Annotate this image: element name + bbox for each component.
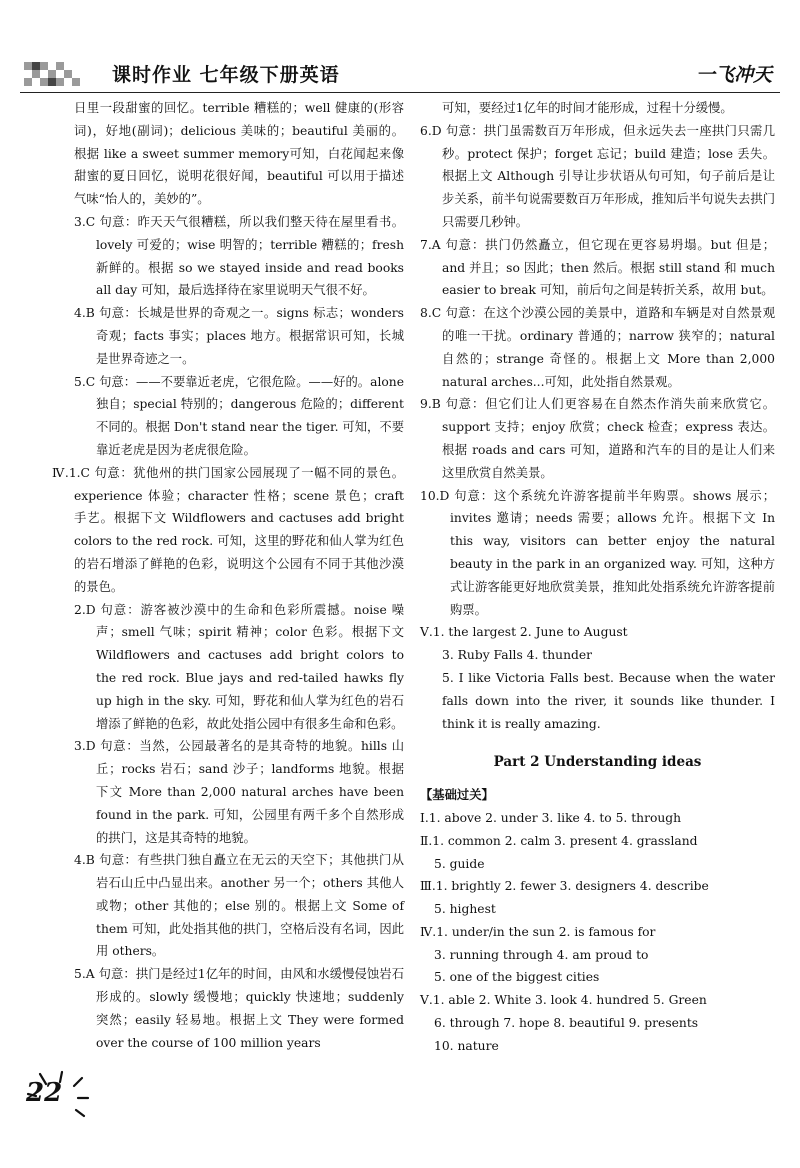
- exercise-i-1: Ⅰ.1. above 2. under 3. like 4. to 5. through: [420, 810, 682, 825]
- answer-v-line1: Ⅴ.1. the largest 2. June to August: [420, 625, 628, 640]
- answer-iv-5-continued: 可知，要经过1亿年的时间才能形成，过程十分缓慢。: [442, 101, 733, 115]
- answer-iv-2: 2.D 句意：游客被沙漠中的生命和色彩所震撼。noise 噪声；smell 气味；spirit 精神；color 色彩。根据下文 Wildflowers and cactuses add bright colors to the red rock. Blue jays and red-tailed hawks fly up high in the sky. 可知，野花和仙人掌为红色的岩石增添了鲜艳的色彩，故此处指公园中有很多生命和色彩。: [74, 602, 404, 731]
- exercise-iii-2: 5. highest: [434, 902, 496, 917]
- answer-iv-1: Ⅳ.1.C 句意：犹他州的拱门国家公园展现了一幅不同的景色。experience 体验；character 性格；scene 景色；craft 手艺。根据下文 Wildflowers and cactuses add bright colors to the red rock. 可知，这里的野花和仙人掌为红色的岩石增添了鲜艳的色彩，说明这个公园有不同于其他沙漠的景色。: [52, 465, 404, 594]
- answer-iv-4: 4.B 句意：有些拱门独自矗立在无云的天空下；其他拱门从岩石山丘中凸显出来。another 另一个；others 其他人或物；other 其他的；else 别的。根据上文 Some of them 可知，此处指其他的拱门，空格后没有名词，因此用 others。: [74, 853, 404, 959]
- answer-continued: 日里一段甜蜜的回忆。terrible 糟糕的；well 健康的(形容词)，好地(副词)；delicious 美味的；beautiful 美丽的。根据 like a sweet summer memory可知，白花闻起来像甜蜜的夏日回忆，说明花很好闻，beautiful 可以用于描述气味“怡人的，美妙的”。: [74, 101, 404, 207]
- exercise-iv-2: 3. running through 4. am proud to: [434, 947, 649, 962]
- exercise-iv-3: 5. one of the biggest cities: [434, 970, 600, 985]
- answer-iv-5: 5.A 句意：拱门是经过1亿年的时间，由风和水缓慢侵蚀岩石形成的。slowly 缓慢地；quickly 快速地；suddenly 突然；easily 轻易地。根据上文 They were formed over the course of 100 million years: [74, 967, 404, 1050]
- right-column: [420, 97, 775, 1058]
- left-column: [52, 97, 404, 1054]
- answer-iv-9: 9.B 句意：但它们让人们更容易在自然杰作消失前来欣赏它。support 支持；enjoy 欣赏；check 检查；express 表达。根据 roads and cars 可知，道路和汽车的目的是让人们来这里欣赏自然美景。: [420, 397, 775, 480]
- answer-iii-3: 3.C 句意：昨天天气很糟糕，所以我们整天待在屋里看书。lovely 可爱的；wise 明智的；terrible 糟糕的；fresh 新鲜的。根据 so we stayed inside and read books all day 可知，最后选择待在家里说明天气很不好。: [74, 214, 404, 298]
- answer-iii-5: 5.C 句意：——不要靠近老虎，它很危险。——好的。alone 独自；special 特别的；dangerous 危险的；different 不同的。根据 Don't stand near the tiger. 可知，不要靠近老虎是因为老虎很危险。: [74, 374, 404, 457]
- header-brand: 一飞冲天: [695, 64, 772, 86]
- answer-iv-6: 6.D 句意：拱门虽需数百万年形成，但永远失去一座拱门只需几秒。protect 保护；forget 忘记；build 建造；lose 丢失。根据上文 Although 引导让步状语从句可知，句子前后是让步关系，前半句说需要数百万年形成，推知后半句说失去拱门只需要几秒钟。: [420, 123, 775, 229]
- exercise-v-1: Ⅴ.1. able 2. White 3. look 4. hundred 5. Green: [420, 993, 707, 1008]
- header-title: 课时作业 七年级下册英语: [112, 64, 340, 86]
- exercise-v-2: 6. through 7. hope 8. beautiful 9. presents: [434, 1016, 699, 1031]
- answer-iv-7: 7.A 句意：拱门仍然矗立，但它现在更容易坍塌。but 但是；and 并且；so 因此；then 然后。根据 still stand 和 much easier to break 可知，前后句之间是转折关系，故用 but。: [420, 237, 775, 298]
- answer-iii-4: 4.B 句意：长城是世界的奇观之一。signs 标志；wonders 奇观；facts 事实；places 地方。根据常识可知，长城是世界奇迹之一。: [74, 306, 404, 366]
- answer-iv-10: 10.D 句意：这个系统允许游客提前半年购票。shows 展示；invites 邀请；needs 需要；allows 允许。根据下文 In this way, visitors can better enjoy the natural beauty in the park in an organized way. 可知，这种方式让游客能更好地欣赏美景，推知此处指系统允许游客提前购票。: [420, 488, 775, 617]
- exercise-v-3: 10. nature: [434, 1038, 499, 1053]
- answer-v-line3: 5. I like Victoria Falls best. Because when the water falls down into the river, it sounds like thunder. I think it is really amazing.: [442, 670, 775, 731]
- page-number: 22: [26, 1078, 63, 1108]
- header-divider: [20, 92, 780, 93]
- answer-iv-8: 8.C 句意：在这个沙漠公园的美景中，道路和车辆是对自然景观的唯一干扰。ordinary 普通的；narrow 狭窄的；natural 自然的；strange 奇怪的。根据上文 More than 2,000 natural arches...可知，此处指自然景观。: [420, 306, 775, 389]
- exercise-ii-1: Ⅱ.1. common 2. calm 3. present 4. grassland: [420, 833, 698, 848]
- exercise-iii-1: Ⅲ.1. brightly 2. fewer 3. designers 4. describe: [420, 879, 709, 894]
- answer-iv-3: 3.D 句意：当然，公园最著名的是其奇特的地貌。hills 山丘；rocks 岩石；sand 沙子；landforms 地貌。根据下文 More than 2,000 natural arches have been found in the park. 可知，公园里有两千多个自然形成的拱门，这是其奇特的地貌。: [74, 739, 404, 845]
- answer-v-line2: 3. Ruby Falls 4. thunder: [442, 648, 593, 663]
- exercise-iv-1: Ⅳ.1. under/in the sun 2. is famous for: [420, 924, 656, 939]
- header-logo-pattern: [20, 58, 110, 88]
- basic-section-label: 【基础过关】: [420, 787, 494, 803]
- part2-heading: Part 2 Understanding ideas: [493, 754, 702, 771]
- exercise-ii-2: 5. guide: [434, 856, 485, 871]
